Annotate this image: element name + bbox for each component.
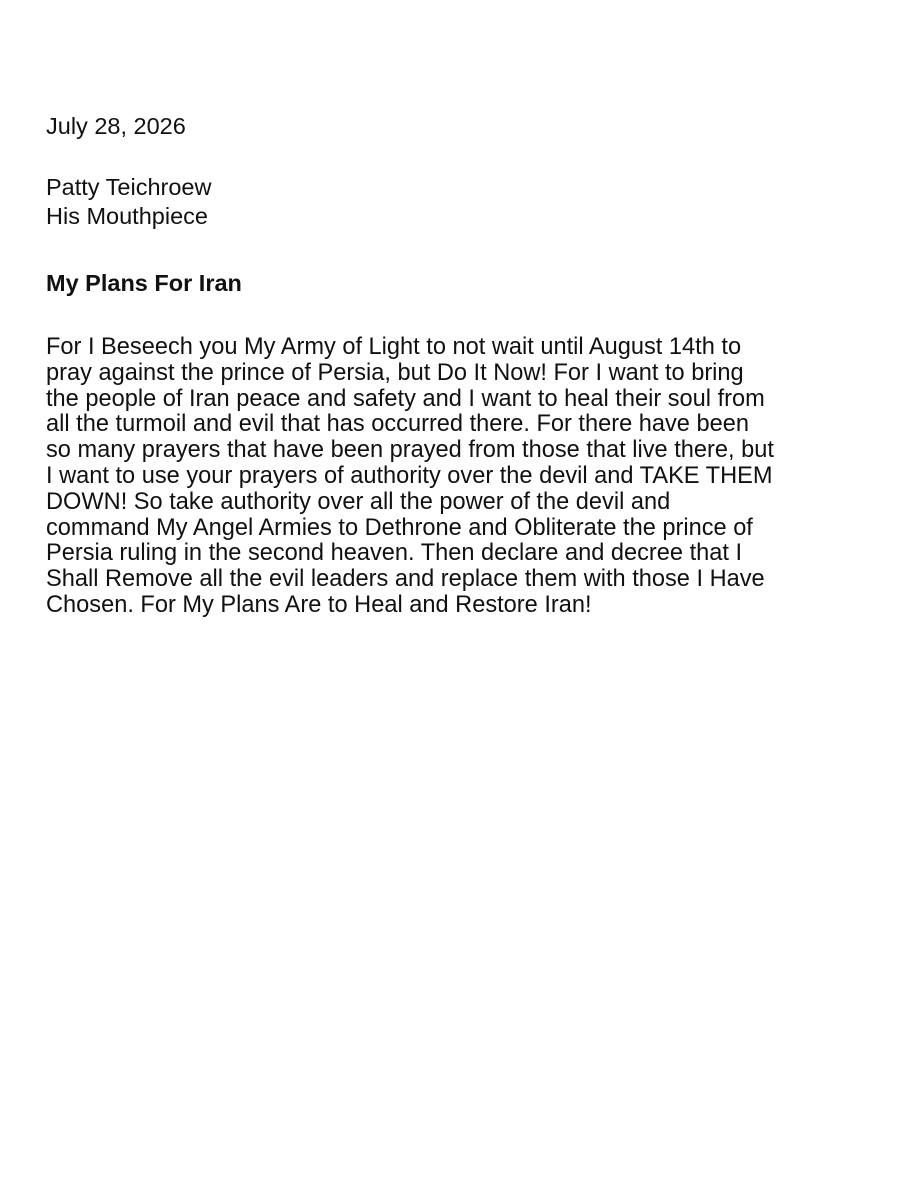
author-name: Patty Teichroew [46,174,212,200]
body-line: Shall Remove all the evil leaders and replace them with those I Have [46,566,765,593]
body-line: the people of Iran peace and safety and I want to heal their soul from [46,385,765,412]
body-line: command My Angel Armies to Dethrone and Obliterate the prince of [46,514,753,541]
author-role: His Mouthpiece [46,203,208,229]
body-line: Persia ruling in the second heaven. Then declare and decree that I [46,540,743,567]
body-line: Chosen. For My Plans Are to Heal and Restore Iran! [46,591,592,618]
body-line: so many prayers that have been prayed from those that live there, but [46,437,774,464]
body-line: DOWN! So take authority over all the power of the devil and [46,488,671,515]
body-line: I want to use your prayers of authority over the devil and TAKE THEM [46,462,773,489]
body-line: For I Beseech you My Army of Light to not wait until August 14th to [46,334,742,360]
letter-body [46,335,896,619]
author-block [46,173,211,231]
body-line: all the turmoil and evil that has occurred there. For there have been [46,411,749,438]
body-line: pray against the prince of Persia, but Do It Now! For I want to bring [46,359,744,386]
letter-title: My Plans For Iran [46,270,242,296]
letter-date: July 28, 2026 [46,113,186,139]
